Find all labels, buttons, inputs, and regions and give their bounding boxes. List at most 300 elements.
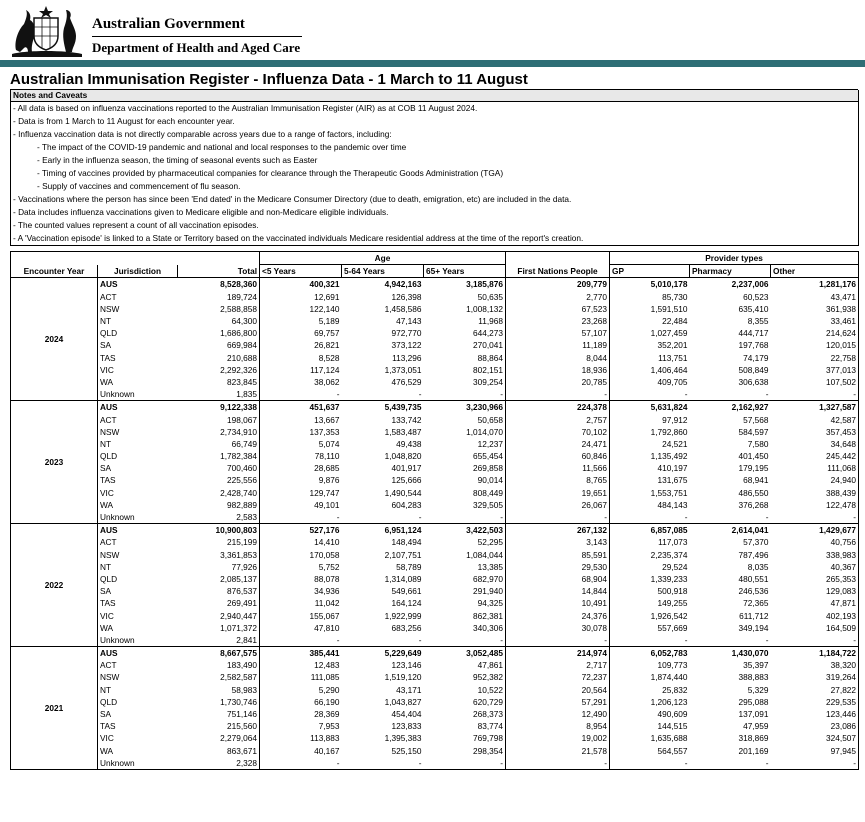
value-cell: 88,864 <box>477 352 504 363</box>
value-cell: 409,705 <box>610 376 690 388</box>
value-cell: 451,637 <box>260 401 342 414</box>
value-cell: 215,560 <box>227 721 257 732</box>
value-cell: 2,582,587 <box>220 672 257 683</box>
value-cell: 1,339,233 <box>610 573 690 585</box>
value-cell: - <box>690 511 771 524</box>
value-cell: 10,900,803 <box>178 524 260 537</box>
notes-heading: Notes and Caveats <box>11 90 858 102</box>
value-cell: 198,067 <box>227 414 257 425</box>
value-cell: 123,446 <box>771 708 859 720</box>
value-cell: 23,086 <box>771 720 859 732</box>
encounter-year-cell: 2024 <box>11 278 98 401</box>
value-cell: 669,984 <box>227 340 257 351</box>
value-cell: 1,553,751 <box>610 487 690 499</box>
value-cell: 611,712 <box>739 610 769 621</box>
value-cell: 2,588,858 <box>220 303 257 314</box>
value-cell: 149,255 <box>610 597 690 609</box>
jurisdiction-cell: VIC <box>98 732 178 744</box>
value-cell: 385,441 <box>260 647 342 660</box>
col-age-5-64: 5-64 Years <box>342 265 424 278</box>
value-cell: 823,845 <box>227 376 257 387</box>
value-cell: 129,747 <box>260 487 342 499</box>
value-cell: 3,422,503 <box>424 524 506 537</box>
value-cell: 210,688 <box>227 352 257 363</box>
value-cell: 270,041 <box>473 340 504 351</box>
value-cell: 1,519,120 <box>384 672 422 683</box>
value-cell: 700,460 <box>227 463 257 474</box>
page-header <box>0 0 865 60</box>
value-cell: 549,661 <box>391 586 422 597</box>
value-cell: 3,052,485 <box>424 647 506 660</box>
value-cell: 12,490 <box>506 708 610 720</box>
table-row <box>11 339 859 351</box>
value-cell: 1,071,372 <box>220 622 257 633</box>
value-cell: 486,550 <box>738 487 769 498</box>
table-row <box>11 352 859 364</box>
value-cell: 1,583,487 <box>384 426 422 437</box>
value-cell: 34,648 <box>771 438 859 450</box>
value-cell: 1,686,800 <box>220 328 257 339</box>
value-cell: 197,768 <box>738 340 769 351</box>
value-cell: 584,597 <box>738 426 769 437</box>
value-cell: 111,068 <box>771 462 859 474</box>
table-row <box>11 438 859 450</box>
header-band <box>0 60 865 67</box>
encounter-year-cell: 2021 <box>11 647 98 770</box>
note-line: - Vaccinations where the person has since been 'End dated' in the Medicare Consumer Directory (due to death, emigration, etc) are included in the data. <box>13 194 572 204</box>
table-row <box>11 696 859 708</box>
table-row <box>11 720 859 732</box>
value-cell: - <box>424 757 506 770</box>
value-cell: 64,300 <box>231 316 257 327</box>
value-cell: - <box>690 388 771 401</box>
value-cell: 982,889 <box>227 499 257 510</box>
encounter-year-cell: 2022 <box>11 524 98 647</box>
value-cell: - <box>610 388 690 401</box>
value-cell: - <box>506 388 610 401</box>
value-cell: 40,367 <box>771 561 859 573</box>
table-row <box>11 659 859 671</box>
value-cell: 508,849 <box>738 364 769 375</box>
note-line: - Supply of vaccines and commencement of flu season. <box>37 181 241 191</box>
value-cell: 3,185,876 <box>424 278 506 291</box>
value-cell: 1,084,044 <box>466 549 504 560</box>
table-row <box>11 536 859 548</box>
value-cell: 2,734,910 <box>220 426 257 437</box>
influenza-data-table <box>10 251 859 770</box>
value-cell: 267,132 <box>506 524 610 537</box>
note-line: - All data is based on influenza vaccinations reported to the Australian Immunisation Register (AIR) as at COB 11 August 2024. <box>13 103 478 113</box>
value-cell: 2,292,326 <box>220 364 257 375</box>
value-cell: 49,438 <box>396 438 422 449</box>
table-row <box>11 315 859 327</box>
value-cell: 30,078 <box>506 622 610 634</box>
value-cell: 70,102 <box>506 426 610 438</box>
value-cell: 349,194 <box>738 622 769 633</box>
jurisdiction-cell: Unknown <box>98 388 178 401</box>
value-cell: 122,140 <box>260 303 342 315</box>
note-line: - The impact of the COVID-19 pandemic and national and local responses to the pandemic over time <box>37 142 407 152</box>
value-cell: - <box>342 757 424 770</box>
jurisdiction-cell: Unknown <box>98 511 178 524</box>
jurisdiction-cell: SA <box>98 708 178 720</box>
value-cell: 66,749 <box>231 438 257 449</box>
value-cell: 35,397 <box>743 660 769 671</box>
value-cell: 309,254 <box>473 376 504 387</box>
value-cell: 2,770 <box>506 291 610 303</box>
value-cell: 117,124 <box>260 364 342 376</box>
notes-and-caveats <box>10 90 859 246</box>
table-row <box>11 609 859 621</box>
value-cell: 11,566 <box>506 462 610 474</box>
value-cell: 4,942,163 <box>342 278 424 291</box>
value-cell: 329,505 <box>473 499 504 510</box>
value-cell: 527,176 <box>260 524 342 537</box>
col-pharmacy: Pharmacy <box>690 265 771 278</box>
value-cell: 77,926 <box>231 561 257 572</box>
jurisdiction-cell: Unknown <box>98 757 178 770</box>
value-cell: 751,146 <box>227 709 257 720</box>
value-cell: 972,770 <box>391 328 422 339</box>
value-cell: 1,490,544 <box>384 487 422 498</box>
value-cell: 125,666 <box>391 475 422 486</box>
value-cell: 410,197 <box>610 462 690 474</box>
value-cell: 682,970 <box>473 573 504 584</box>
table-row <box>11 634 859 647</box>
value-cell: - <box>424 634 506 647</box>
value-cell: 319,264 <box>771 671 859 683</box>
note-line: - Influenza vaccination data is not directly comparable across years due to a range of factors, including: <box>13 129 392 139</box>
value-cell: 8,765 <box>506 474 610 486</box>
value-cell: 400,321 <box>260 278 342 291</box>
value-cell: 38,320 <box>771 659 859 671</box>
value-cell: 60,523 <box>743 291 769 302</box>
value-cell: 2,428,740 <box>220 487 257 498</box>
value-cell: 209,779 <box>506 278 610 291</box>
value-cell: 2,107,751 <box>384 549 422 560</box>
jurisdiction-cell: TAS <box>98 352 178 364</box>
jurisdiction-cell: WA <box>98 622 178 634</box>
value-cell: 1,008,132 <box>466 303 504 314</box>
table-row <box>11 278 859 291</box>
value-cell: 137,353 <box>260 426 342 438</box>
value-cell: - <box>610 634 690 647</box>
value-cell: 1,406,464 <box>610 364 690 376</box>
value-cell: 225,556 <box>227 475 257 486</box>
value-cell: 47,143 <box>396 316 422 327</box>
value-cell: 11,968 <box>478 316 504 327</box>
value-cell: 164,124 <box>391 598 422 609</box>
value-cell: 224,378 <box>506 401 610 414</box>
value-cell: 170,058 <box>260 549 342 561</box>
value-cell: 47,810 <box>260 622 342 634</box>
value-cell: 401,450 <box>738 451 769 462</box>
jurisdiction-cell: VIC <box>98 609 178 621</box>
value-cell: 1,395,383 <box>384 733 422 744</box>
value-cell: 10,491 <box>506 597 610 609</box>
value-cell: 137,091 <box>738 709 769 720</box>
value-cell: 94,325 <box>477 598 504 609</box>
value-cell: 2,279,064 <box>220 733 257 744</box>
table-row <box>11 561 859 573</box>
value-cell: 155,067 <box>260 609 342 621</box>
value-cell: 67,523 <box>506 303 610 315</box>
value-cell: 57,370 <box>743 537 769 548</box>
table-row <box>11 684 859 696</box>
table-row <box>11 499 859 511</box>
value-cell: 58,789 <box>396 561 422 572</box>
value-cell: 90,014 <box>477 475 504 486</box>
value-cell: 120,015 <box>771 339 859 351</box>
table-row <box>11 671 859 683</box>
value-cell: 117,073 <box>610 536 690 548</box>
value-cell: - <box>771 511 859 524</box>
jurisdiction-cell: TAS <box>98 597 178 609</box>
value-cell: 215,199 <box>227 537 257 548</box>
value-cell: 25,832 <box>610 684 690 696</box>
jurisdiction-cell: SA <box>98 585 178 597</box>
value-cell: 2,085,137 <box>220 573 257 584</box>
value-cell: 683,256 <box>391 622 422 633</box>
value-cell: 620,729 <box>473 696 504 707</box>
value-cell: 1,314,089 <box>384 573 422 584</box>
value-cell: 5,189 <box>260 315 342 327</box>
value-cell: 1,429,677 <box>771 524 859 537</box>
value-cell: 14,844 <box>506 585 610 597</box>
value-cell: 352,201 <box>610 339 690 351</box>
value-cell: 13,385 <box>477 561 504 572</box>
value-cell: 5,290 <box>260 684 342 696</box>
value-cell: 863,671 <box>227 745 257 756</box>
value-cell: 2,614,041 <box>690 524 771 537</box>
jurisdiction-cell: NT <box>98 315 178 327</box>
table-row <box>11 732 859 744</box>
value-cell: 1,591,510 <box>610 303 690 315</box>
col-total: Total <box>178 265 260 278</box>
value-cell: 88,078 <box>260 573 342 585</box>
value-cell: - <box>342 511 424 524</box>
value-cell: 1,014,070 <box>466 426 504 437</box>
jurisdiction-cell: QLD <box>98 696 178 708</box>
value-cell: 318,869 <box>738 733 769 744</box>
value-cell: 1,184,722 <box>771 647 859 660</box>
table-row <box>11 364 859 376</box>
value-cell: 373,122 <box>391 340 422 351</box>
value-cell: 29,530 <box>506 561 610 573</box>
value-cell: 72,365 <box>743 598 769 609</box>
value-cell: 201,169 <box>738 745 769 756</box>
value-cell: 6,052,783 <box>610 647 690 660</box>
value-cell: 1,922,999 <box>384 610 422 621</box>
col-encounter-year: Encounter Year <box>11 265 98 278</box>
value-cell: 189,724 <box>227 291 257 302</box>
coat-of-arms-icon <box>6 4 86 58</box>
value-cell: 480,551 <box>738 573 769 584</box>
value-cell: 644,273 <box>473 328 504 339</box>
value-cell: 131,675 <box>610 474 690 486</box>
value-cell: 269,491 <box>227 598 257 609</box>
value-cell: 179,195 <box>738 463 769 474</box>
value-cell: 8,528 <box>260 352 342 364</box>
value-cell: 557,669 <box>610 622 690 634</box>
table-row <box>11 327 859 339</box>
jurisdiction-cell: NSW <box>98 549 178 561</box>
value-cell: 5,074 <box>260 438 342 450</box>
table-row <box>11 376 859 388</box>
jurisdiction-cell: TAS <box>98 720 178 732</box>
value-cell: 148,494 <box>391 537 422 548</box>
jurisdiction-cell: ACT <box>98 291 178 303</box>
value-cell: 19,651 <box>506 487 610 499</box>
value-cell: 123,146 <box>391 660 422 671</box>
value-cell: 123,833 <box>391 721 422 732</box>
jurisdiction-cell: NSW <box>98 303 178 315</box>
value-cell: 1,730,746 <box>220 696 257 707</box>
value-cell: 2,235,374 <box>610 549 690 561</box>
note-line: - Data includes influenza vaccinations given to Medicare eligible and non-Medicare eligible individuals. <box>13 207 389 217</box>
table-row <box>11 487 859 499</box>
value-cell: 6,951,124 <box>342 524 424 537</box>
table-row <box>11 291 859 303</box>
value-cell: 111,085 <box>260 671 342 683</box>
value-cell: 43,171 <box>396 684 422 695</box>
jurisdiction-cell: WA <box>98 499 178 511</box>
value-cell: 183,490 <box>227 660 257 671</box>
value-cell: 1,206,123 <box>610 696 690 708</box>
value-cell: 20,785 <box>506 376 610 388</box>
value-cell: 564,557 <box>610 745 690 757</box>
value-cell: 24,940 <box>771 474 859 486</box>
value-cell: 769,798 <box>473 733 504 744</box>
col-gp: GP <box>610 265 690 278</box>
value-cell: 68,941 <box>743 475 769 486</box>
value-cell: 13,667 <box>260 413 342 425</box>
value-cell: 324,507 <box>771 732 859 744</box>
jurisdiction-cell: SA <box>98 462 178 474</box>
value-cell: - <box>690 757 771 770</box>
jurisdiction-cell: VIC <box>98 364 178 376</box>
table-row <box>11 462 859 474</box>
value-cell: 246,536 <box>738 586 769 597</box>
value-cell: 377,013 <box>771 364 859 376</box>
value-cell: 113,296 <box>392 352 422 363</box>
value-cell: 1,327,587 <box>771 401 859 414</box>
value-cell: 1,458,586 <box>384 303 422 314</box>
value-cell: 3,143 <box>506 536 610 548</box>
value-cell: 24,521 <box>610 438 690 450</box>
jurisdiction-cell: NSW <box>98 426 178 438</box>
table-row <box>11 426 859 438</box>
value-cell: 291,940 <box>473 586 504 597</box>
value-cell: 361,938 <box>771 303 859 315</box>
value-cell: - <box>771 388 859 401</box>
value-cell: 7,953 <box>260 720 342 732</box>
value-cell: 57,107 <box>506 327 610 339</box>
value-cell: 11,189 <box>506 339 610 351</box>
value-cell: 376,268 <box>738 499 769 510</box>
value-cell: 265,353 <box>771 573 859 585</box>
value-cell: 1,281,176 <box>771 278 859 291</box>
value-cell: 5,752 <box>260 561 342 573</box>
value-cell: 2,841 <box>178 634 260 647</box>
value-cell: 122,478 <box>771 499 859 511</box>
value-cell: 2,940,447 <box>220 610 257 621</box>
value-cell: 500,918 <box>610 585 690 597</box>
value-cell: - <box>424 511 506 524</box>
jurisdiction-cell: Unknown <box>98 634 178 647</box>
value-cell: 47,871 <box>771 597 859 609</box>
value-cell: 298,354 <box>473 745 504 756</box>
value-cell: 6,857,085 <box>610 524 690 537</box>
provider-group-header: Provider types <box>610 252 859 265</box>
value-cell: 269,858 <box>473 463 504 474</box>
table-row <box>11 757 859 770</box>
note-line: - Early in the influenza season, the timing of seasonal events such as Easter <box>37 155 318 165</box>
value-cell: - <box>506 634 610 647</box>
value-cell: 8,044 <box>506 352 610 364</box>
jurisdiction-cell: WA <box>98 376 178 388</box>
government-name: Australian Government <box>92 16 245 32</box>
note-line: - A 'Vaccination episode' is linked to a State or Territory based on the vaccinated individuals Medicare residential address at the time of the report's creation. <box>13 233 584 243</box>
value-cell: 338,983 <box>771 549 859 561</box>
value-cell: 52,295 <box>477 537 504 548</box>
value-cell: 72,237 <box>506 671 610 683</box>
value-cell: 808,449 <box>473 487 504 498</box>
table-row <box>11 388 859 401</box>
value-cell: 214,974 <box>506 647 610 660</box>
table-row <box>11 401 859 414</box>
value-cell: 29,524 <box>610 561 690 573</box>
value-cell: 862,381 <box>473 610 504 621</box>
value-cell: 57,568 <box>743 414 769 425</box>
col-jurisdiction: Jurisdiction <box>98 265 178 278</box>
value-cell: 107,502 <box>771 376 859 388</box>
value-cell: 126,398 <box>391 291 422 302</box>
value-cell: 47,959 <box>743 721 769 732</box>
value-cell: 444,717 <box>738 328 769 339</box>
jurisdiction-cell: QLD <box>98 573 178 585</box>
value-cell: 1,874,440 <box>610 671 690 683</box>
jurisdiction-cell: SA <box>98 339 178 351</box>
table-row <box>11 745 859 757</box>
value-cell: 1,782,384 <box>220 451 257 462</box>
value-cell: 12,691 <box>260 291 342 303</box>
value-cell: 787,496 <box>738 549 769 560</box>
value-cell: 10,522 <box>477 684 504 695</box>
value-cell: 50,658 <box>477 414 504 425</box>
jurisdiction-cell: NT <box>98 561 178 573</box>
table-row <box>11 647 859 660</box>
value-cell: - <box>610 757 690 770</box>
value-cell: 24,376 <box>506 609 610 621</box>
value-cell: 802,151 <box>473 364 504 375</box>
value-cell: 8,035 <box>747 561 769 572</box>
value-cell: 3,361,853 <box>220 549 257 560</box>
note-line: - Data is from 1 March to 11 August for each encounter year. <box>13 116 235 126</box>
value-cell: 40,756 <box>771 536 859 548</box>
value-cell: 109,773 <box>610 659 690 671</box>
value-cell: 50,635 <box>477 291 504 302</box>
col-age-65-plus: 65+ Years <box>424 265 506 278</box>
value-cell: 9,122,338 <box>178 401 260 414</box>
value-cell: 18,936 <box>506 364 610 376</box>
value-cell: 28,369 <box>260 708 342 720</box>
value-cell: 113,883 <box>260 732 342 744</box>
value-cell: 23,268 <box>506 315 610 327</box>
jurisdiction-cell: VIC <box>98 487 178 499</box>
value-cell: - <box>260 388 342 401</box>
note-line: - The counted values represent a count of all vaccination episodes. <box>13 220 259 230</box>
